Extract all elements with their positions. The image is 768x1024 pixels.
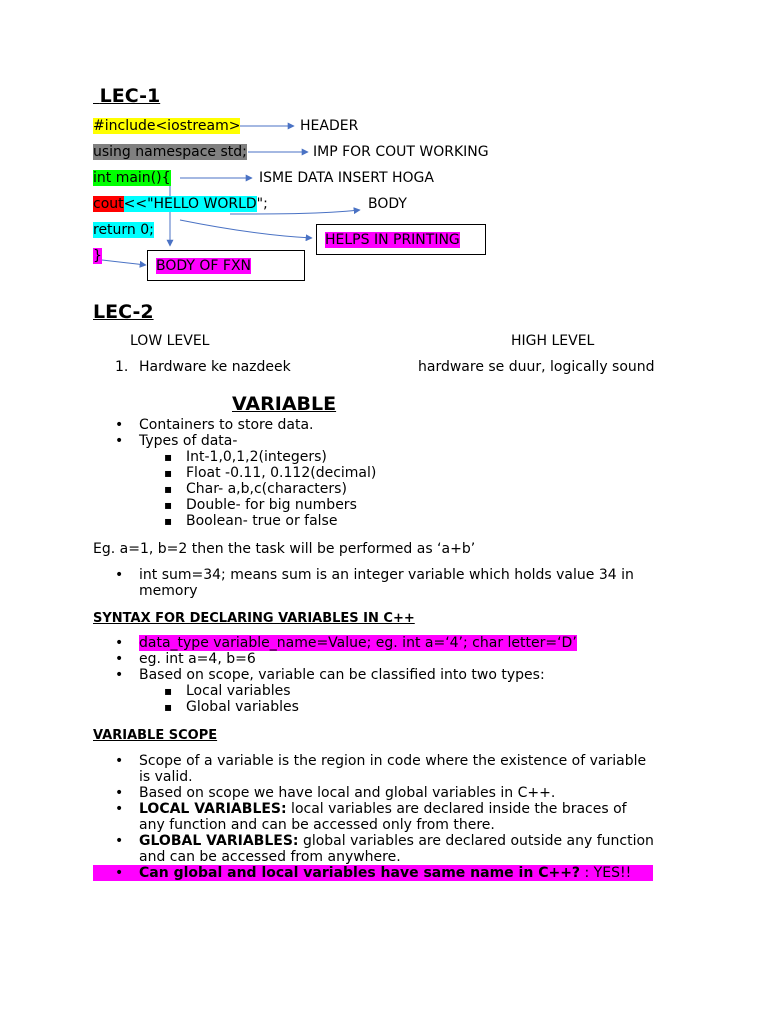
list-item: • Scope of a variable is the region in code where the existence of variable	[93, 753, 654, 769]
list-item: ▪ Local variables	[93, 683, 577, 699]
syntax-highlight: data_type variable_name=Value; eg. int a=‘4’; char letter=‘D’	[139, 635, 577, 651]
arrow-brace-bodyfxn	[102, 260, 146, 265]
scope-list	[93, 753, 654, 881]
list-item-continuation: is valid.	[139, 769, 193, 785]
lec1-title	[93, 85, 161, 107]
list-item: • eg. int a=4, b=6	[93, 651, 577, 667]
comparison-number: 1.	[115, 359, 129, 375]
scope-heading: VARIABLE SCOPE	[93, 728, 218, 743]
label-body: BODY	[368, 196, 407, 212]
list-item	[93, 833, 654, 849]
syntax-list	[93, 635, 577, 715]
code-return-text: return 0;	[93, 222, 154, 238]
code-include	[93, 118, 240, 135]
list-item: • Based on scope, variable can be classified into two types:	[93, 667, 577, 683]
list-item	[93, 635, 577, 651]
code-main-text: int main(){	[93, 170, 171, 186]
list-item: ▪ Int-1,0,1,2(integers)	[93, 449, 376, 465]
body-fxn-label: BODY OF FXN	[156, 258, 252, 274]
code-cout-string: HELLO WORLD	[153, 196, 257, 212]
body-fxn-box	[147, 250, 305, 281]
arrow-cout-helps	[180, 220, 312, 238]
list-item-continuation: and can be accessed from anywhere.	[139, 849, 401, 865]
list-item: • int sum=34; means sum is an integer variable which holds value 34 in	[93, 567, 634, 583]
helps-box	[316, 224, 486, 255]
label-isme: ISME DATA INSERT HOGA	[259, 170, 434, 186]
code-cout-keyword: cout	[93, 196, 124, 212]
question-item	[93, 865, 653, 881]
syntax-heading: SYNTAX FOR DECLARING VARIABLES IN C++	[93, 611, 415, 626]
code-namespace-text: using namespace std;	[93, 144, 247, 160]
list-item: • Based on scope we have local and global variables in C++.	[93, 785, 654, 801]
high-level-desc: hardware se duur, logically sound	[418, 359, 655, 375]
question-text: Can global and local variables have same name in C++?	[139, 865, 581, 881]
code-cout	[93, 196, 268, 213]
high-level-heading: HIGH LEVEL	[511, 333, 595, 349]
list-item-continuation: memory	[139, 583, 198, 599]
code-namespace	[93, 144, 247, 161]
list-item: ▪ Boolean- true or false	[93, 513, 376, 529]
variable-list	[93, 417, 376, 529]
list-item: ▪ Float -0.11, 0.112(decimal)	[93, 465, 376, 481]
code-include-text: #include<iostream>	[93, 118, 241, 134]
code-brace-text: }	[93, 248, 102, 264]
list-item: ▪ Double- for big numbers	[93, 497, 376, 513]
code-cout-end: ";	[256, 196, 268, 212]
sum-list	[93, 567, 634, 599]
list-item: ▪ Global variables	[93, 699, 577, 715]
lec2-title: LEC-2	[93, 301, 154, 323]
code-cout-operator: <<"	[123, 196, 154, 212]
list-item: • Containers to store data.	[93, 417, 376, 433]
list-item: ▪ Char- a,b,c(characters)	[93, 481, 376, 497]
low-level-desc: Hardware ke nazdeek	[139, 359, 291, 375]
global-text: global variables are declared outside any function	[298, 833, 654, 849]
low-level-heading: LOW LEVEL	[130, 333, 210, 349]
variable-example: Eg. a=1, b=2 then the task will be performed as ‘a+b’	[93, 541, 476, 557]
local-label: LOCAL VARIABLES:	[139, 801, 287, 817]
helps-label: HELPS IN PRINTING	[325, 232, 460, 248]
local-text: local variables are declared inside the braces of	[286, 801, 627, 817]
global-label: GLOBAL VARIABLES:	[139, 833, 299, 849]
list-item: • Types of data-	[93, 433, 376, 449]
lec1-title-text: LEC-1	[99, 85, 161, 107]
code-main	[93, 170, 171, 187]
code-brace	[93, 248, 102, 265]
label-header: HEADER	[300, 118, 359, 134]
variable-title: VARIABLE	[232, 393, 337, 415]
code-return	[93, 222, 154, 239]
label-imp: IMP FOR COUT WORKING	[313, 144, 489, 160]
list-item	[93, 801, 654, 817]
answer-text: : YES!!	[580, 865, 632, 881]
list-item-continuation: any function and can be accessed only from there.	[139, 817, 495, 833]
